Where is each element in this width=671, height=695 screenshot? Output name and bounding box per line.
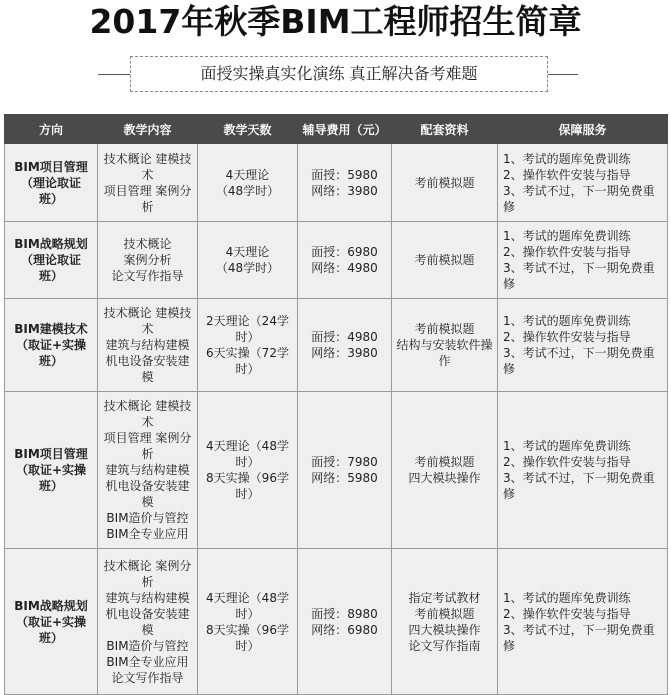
- cell-direction-line: 班）: [38, 630, 63, 645]
- cell-direction-line: 班）: [38, 191, 63, 206]
- header-service: 保障服务: [498, 115, 668, 144]
- cell-content-line: 论文写作指导: [111, 670, 184, 685]
- cell-content-line: 技术概论: [123, 237, 172, 251]
- cell-content-line: BIM全专业应用: [106, 527, 189, 541]
- cell-materials: [392, 144, 498, 222]
- table-row: [5, 299, 668, 392]
- cell-materials-line: 结构与安装软件操作: [396, 338, 493, 368]
- cell-materials-line: 考前模拟题: [414, 606, 475, 621]
- cell-content-line: 技术概论 案例分析: [103, 558, 192, 589]
- cell-fee: [298, 549, 392, 695]
- cell-fee: [298, 144, 392, 222]
- cell-direction-line: BIM项目管理: [14, 159, 88, 174]
- cell-direction-line: （取证+实操: [15, 338, 87, 352]
- cell-direction-line: （取证+实操: [15, 463, 87, 477]
- cell-content-line: 项目管理 案例分析: [103, 431, 192, 461]
- cell-fee-line: 面授：5980: [311, 167, 378, 182]
- cell-fee: [298, 299, 392, 392]
- left-divider: [98, 74, 130, 75]
- service-line: 3、考试不过，下一期免费重修: [503, 346, 655, 376]
- cell-materials-line: 考前模拟题: [414, 175, 475, 190]
- cell-days-line: 4天理论（48学时）: [206, 590, 289, 621]
- cell-materials: [392, 549, 498, 695]
- header-days: 教学天数: [198, 115, 298, 144]
- cell-content-line: 机电设备安装建模: [105, 479, 190, 509]
- cell-direction-line: 班）: [38, 354, 63, 368]
- cell-direction-line: BIM战略规划: [14, 237, 88, 251]
- cell-days-line: 4天理论: [225, 167, 270, 182]
- cell-content-line: 案例分析: [123, 253, 172, 267]
- cell-content: [98, 299, 198, 392]
- cell-materials-line: 四大模块操作: [408, 622, 481, 637]
- cell-fee-line: 面授：4980: [311, 330, 378, 344]
- header-content: 教学内容: [98, 115, 198, 144]
- cell-direction-line: （理论取证: [20, 175, 81, 190]
- header-direction: 方向: [5, 115, 98, 144]
- cell-direction: [5, 549, 98, 695]
- cell-direction: [5, 222, 98, 299]
- cell-content-line: 建筑与结构建模: [105, 590, 190, 605]
- cell-fee-line: 面授：6980: [311, 245, 378, 259]
- cell-days-line: 4天理论（48学时）: [206, 439, 289, 469]
- cell-days: [198, 392, 298, 549]
- cell-content-line: 机电设备安装建模: [105, 354, 190, 384]
- cell-content: [98, 222, 198, 299]
- cell-materials-line: 四大模块操作: [408, 471, 481, 485]
- cell-direction-line: （理论取证: [20, 253, 81, 267]
- cell-fee-line: 网络：4980: [311, 261, 378, 275]
- cell-days-line: （48学时）: [215, 183, 280, 198]
- cell-service: [498, 549, 668, 695]
- table-row: [5, 549, 668, 695]
- cell-service: [498, 144, 668, 222]
- cell-content-line: 技术概论 建模技术: [103, 306, 192, 336]
- header-fee: 辅导费用（元）: [298, 115, 392, 144]
- cell-content-line: BIM造价与管控: [106, 511, 189, 525]
- cell-fee-line: 网络：5980: [311, 471, 378, 485]
- cell-service: [498, 222, 668, 299]
- cell-content-line: 建筑与结构建模: [105, 463, 190, 477]
- cell-fee: [298, 222, 392, 299]
- cell-materials-line: 考前模拟题: [414, 253, 475, 267]
- cell-materials-line: 考前模拟题: [414, 322, 475, 336]
- cell-days: [198, 549, 298, 695]
- cell-content-line: BIM全专业应用: [106, 654, 189, 669]
- cell-days-line: 6天实操（72学时）: [206, 346, 289, 376]
- service-line: 1、考试的题库免费训练: [503, 590, 631, 605]
- cell-materials-line: 论文写作指南: [408, 638, 481, 653]
- right-divider: [548, 74, 578, 75]
- service-line: 2、操作软件安装与指导: [503, 245, 631, 259]
- cell-fee-line: 网络：3980: [311, 346, 378, 360]
- cell-direction-line: BIM项目管理: [14, 447, 88, 461]
- cell-content-line: 项目管理 案例分析: [103, 183, 192, 214]
- cell-service: [498, 299, 668, 392]
- cell-fee-line: 面授：8980: [311, 606, 378, 621]
- cell-service: [498, 392, 668, 549]
- service-line: 1、考试的题库免费训练: [503, 229, 631, 243]
- cell-content: [98, 549, 198, 695]
- cell-days-line: 8天实操（96学时）: [206, 471, 289, 501]
- service-line: 1、考试的题库免费训练: [503, 439, 631, 453]
- cell-direction: [5, 144, 98, 222]
- service-line: 2、操作软件安装与指导: [503, 330, 631, 344]
- table-row: [5, 144, 668, 222]
- course-table: [4, 114, 668, 695]
- header-materials: 配套资料: [392, 115, 498, 144]
- cell-days-line: 2天理论（24学时）: [206, 314, 289, 344]
- cell-content-line: 技术概论 建模技术: [103, 399, 192, 429]
- cell-days-line: 8天实操（96学时）: [206, 622, 289, 653]
- cell-direction: [5, 299, 98, 392]
- cell-content-line: 论文写作指导: [111, 269, 184, 283]
- cell-direction-line: 班）: [38, 479, 63, 493]
- service-line: 1、考试的题库免费训练: [503, 314, 631, 328]
- cell-fee-line: 网络：6980: [311, 622, 378, 637]
- cell-materials: [392, 299, 498, 392]
- table-row: [5, 222, 668, 299]
- cell-materials-line: 考前模拟题: [414, 455, 475, 469]
- cell-days-line: 4天理论: [225, 245, 270, 259]
- subtitle-banner: [0, 56, 671, 92]
- cell-fee: [298, 392, 392, 549]
- cell-fee-line: 网络：3980: [311, 183, 378, 198]
- table-header-row: [5, 115, 668, 144]
- cell-materials: [392, 222, 498, 299]
- service-line: 3、考试不过，下一期免费重修: [503, 261, 655, 291]
- cell-direction-line: BIM战略规划: [14, 598, 88, 613]
- cell-direction: [5, 392, 98, 549]
- service-line: 3、考试不过，下一期免费重修: [503, 471, 655, 501]
- cell-materials-line: 指定考试教材: [408, 590, 481, 605]
- cell-days: [198, 222, 298, 299]
- cell-days: [198, 299, 298, 392]
- cell-fee-line: 面授：7980: [311, 455, 378, 469]
- cell-content: [98, 144, 198, 222]
- service-line: 2、操作软件安装与指导: [503, 606, 631, 621]
- table-body: [5, 144, 668, 695]
- page-title: 2017年秋季BIM工程师招生简章: [89, 2, 582, 41]
- cell-content: [98, 392, 198, 549]
- cell-direction-line: 班）: [38, 269, 63, 283]
- cell-content-line: 机电设备安装建模: [105, 606, 190, 637]
- service-line: 2、操作软件安装与指导: [503, 167, 631, 182]
- service-line: 3、考试不过，下一期免费重修: [503, 622, 655, 653]
- cell-days-line: （48学时）: [215, 261, 280, 275]
- cell-materials: [392, 392, 498, 549]
- table-row: [5, 392, 668, 549]
- service-line: 1、考试的题库免费训练: [503, 151, 631, 166]
- cell-days: [198, 144, 298, 222]
- cell-content-line: 技术概论 建模技术: [103, 151, 192, 182]
- cell-content-line: BIM造价与管控: [106, 638, 189, 653]
- cell-direction-line: BIM建模技术: [14, 322, 88, 336]
- cell-content-line: 建筑与结构建模: [105, 338, 190, 352]
- service-line: 3、考试不过，下一期免费重修: [503, 183, 655, 214]
- service-line: 2、操作软件安装与指导: [503, 455, 631, 469]
- subtitle: 面授实操真实化演练 真正解决备考难题: [130, 56, 548, 92]
- cell-direction-line: （取证+实操: [15, 614, 87, 629]
